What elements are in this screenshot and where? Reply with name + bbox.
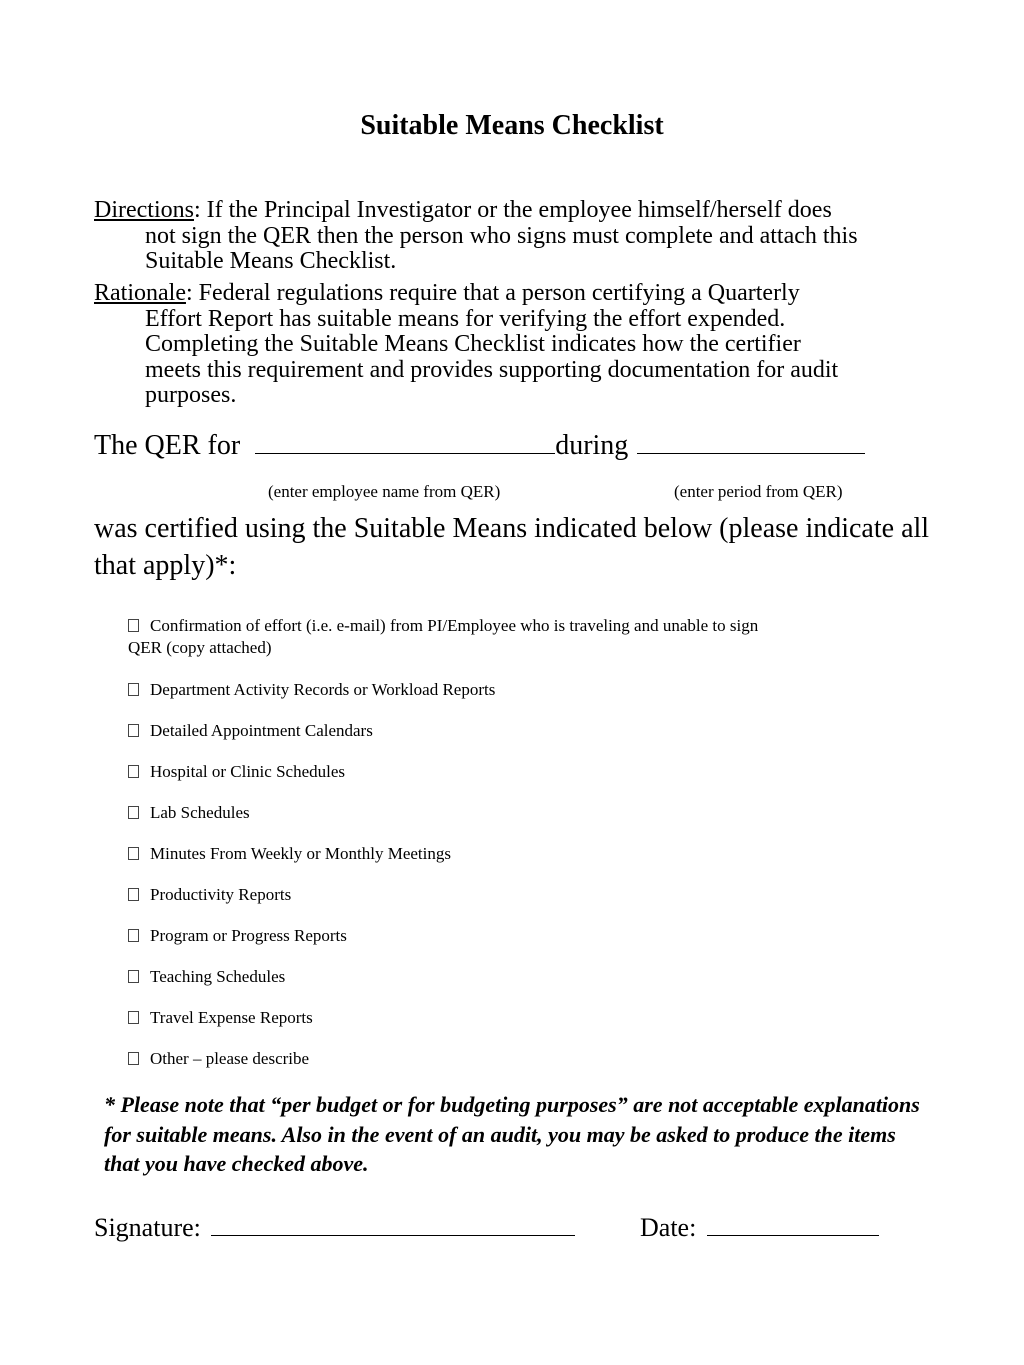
checklist-item-label-cont: QER (copy attached) <box>128 638 272 657</box>
checklist-item-label: Minutes From Weekly or Monthly Meetings <box>150 844 451 863</box>
rationale-text-2: Effort Report has suitable means for verifying the effort expended. <box>145 305 786 332</box>
qer-prefix: The QER for <box>94 430 241 461</box>
checkbox[interactable] <box>128 1052 139 1065</box>
employee-name-blank[interactable] <box>255 431 555 454</box>
employee-name-hint: (enter employee name from QER) <box>268 482 501 501</box>
checklist-item <box>128 967 285 987</box>
checklist-item <box>128 844 451 864</box>
directions-paragraph <box>94 198 944 275</box>
checklist-item-label: Travel Expense Reports <box>150 1008 313 1027</box>
checklist-item-label: Program or Progress Reports <box>150 926 347 945</box>
checkbox[interactable] <box>128 683 139 696</box>
date-blank[interactable] <box>707 1213 879 1236</box>
checklist-item <box>128 885 291 905</box>
checklist-item-label: Lab Schedules <box>150 803 250 822</box>
checklist-item <box>128 680 495 700</box>
checklist-item-label: Productivity Reports <box>150 885 292 904</box>
rationale-text-3: Completing the Suitable Means Checklist indicates how the certifier <box>145 331 801 357</box>
signature-blank[interactable] <box>211 1213 575 1236</box>
rationale-paragraph <box>94 281 944 409</box>
checklist-item <box>128 616 758 658</box>
checklist-item-label: Teaching Schedules <box>150 967 286 986</box>
certified-statement: was certified using the Suitable Means indicated below (please indicate all that apply)*: <box>94 513 930 581</box>
checkbox[interactable] <box>128 619 139 632</box>
qer-during: during <box>555 430 629 461</box>
budget-note: * Please note that “per budget or for budgeting purposes” are not acceptable explanations for suitable means. Also in the event of an audit, you may be asked to produce the items that you have checked above. <box>104 1092 920 1176</box>
checklist-item <box>128 926 347 946</box>
signature-label: Signature: <box>94 1213 201 1242</box>
checkbox[interactable] <box>128 847 139 860</box>
directions-label: Directions <box>94 197 194 223</box>
checkbox[interactable] <box>128 929 139 942</box>
directions-text-1: : If the Principal Investigator or the employee himself/herself does <box>193 197 832 223</box>
checklist-item <box>128 762 345 782</box>
checklist-item-label: Detailed Appointment Calendars <box>150 721 373 740</box>
date-row <box>640 1213 879 1243</box>
checklist-item-label: Department Activity Records or Workload Reports <box>150 680 496 699</box>
checkbox[interactable] <box>128 765 139 778</box>
checkbox[interactable] <box>128 888 139 901</box>
qer-line <box>94 430 865 462</box>
checklist-item-label: Hospital or Clinic Schedules <box>150 762 346 781</box>
checklist-item <box>128 803 250 823</box>
rationale-text-1: : Federal regulations require that a person certifying a Quarterly <box>185 280 800 306</box>
checklist-item <box>128 1008 313 1028</box>
checklist-item-label: Confirmation of effort (i.e. e-mail) from PI/Employee who is traveling and unable to sign <box>150 616 759 635</box>
checklist-item <box>128 1049 309 1069</box>
directions-text-3: Suitable Means Checklist. <box>145 248 397 274</box>
period-blank[interactable] <box>637 431 865 454</box>
checklist-item <box>128 721 373 741</box>
date-label: Date: <box>640 1213 697 1242</box>
checkbox[interactable] <box>128 1011 139 1024</box>
checklist-item-label: Other – please describe <box>150 1049 310 1068</box>
checkbox[interactable] <box>128 970 139 983</box>
period-hint: (enter period from QER) <box>674 482 843 501</box>
rationale-text-5: purposes. <box>145 382 237 408</box>
checkbox[interactable] <box>128 724 139 737</box>
checkbox[interactable] <box>128 806 139 819</box>
page-title: Suitable Means Checklist <box>360 110 664 141</box>
rationale-text-4: meets this requirement and provides supporting documentation for audit <box>145 356 839 383</box>
directions-text-2: not sign the QER then the person who signs must complete and attach this <box>145 222 858 249</box>
signature-row <box>94 1213 575 1243</box>
rationale-label: Rationale <box>94 280 186 306</box>
